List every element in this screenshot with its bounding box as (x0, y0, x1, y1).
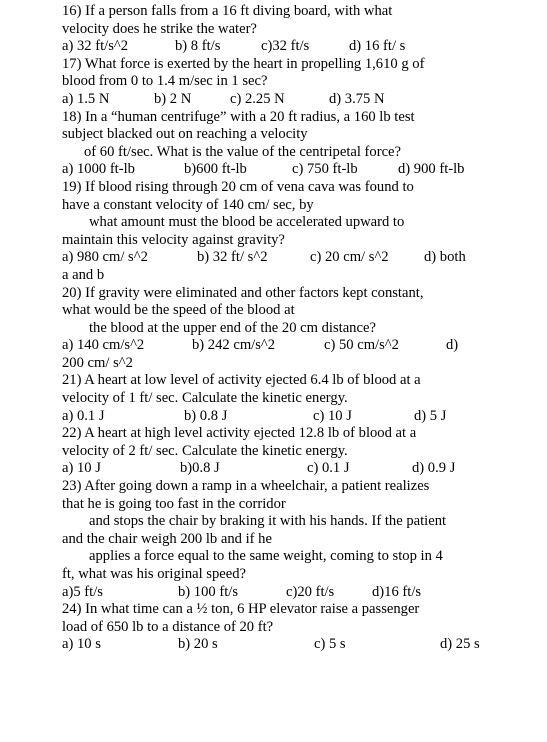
option-c: c) 20 cm/ s^2 (310, 249, 389, 266)
option-a: a) 32 ft/s^2 (62, 38, 129, 55)
question-22-stem-line-2: velocity of 2 ft/ sec. Calculate the kinetic energy. (62, 442, 348, 459)
question-16-stem-line-2: velocity does he strike the water? (62, 20, 257, 37)
option-a: a) 1.5 N (62, 90, 110, 107)
option-b: b)0.8 J (180, 460, 220, 477)
question-23-stem-line-2: that he is going too fast in the corridor (62, 495, 286, 512)
question-17-stem-line-1: 17) What force is exerted by the heart in propelling 1,610 g of (62, 55, 425, 72)
question-19-continuation: a and b (62, 266, 105, 283)
option-c: c) 50 cm/s^2 (324, 337, 399, 354)
option-c: c) 2.25 N (230, 90, 285, 107)
option-d: d) 0.9 J (412, 460, 456, 477)
question-17-options (62, 91, 542, 109)
question-19-stem-line-4: maintain this velocity against gravity? (62, 231, 285, 248)
question-sheet (62, 3, 542, 654)
question-22-options (62, 460, 542, 478)
question-21-options (62, 408, 542, 426)
option-d: d) 25 s (440, 636, 480, 653)
question-20-stem-line-3: the blood at the upper end of the 20 cm distance? (89, 319, 376, 336)
question-19-options (62, 249, 542, 267)
option-a: a) 980 cm/ s^2 (62, 249, 148, 266)
option-b: b) 8 ft/s (175, 38, 221, 55)
question-16-options (62, 38, 542, 56)
option-b: b) 242 cm/s^2 (192, 337, 276, 354)
question-22-stem-line-1: 22) A heart at high level activity ejected 12.8 lb of blood at a (62, 425, 417, 442)
option-a: a)5 ft/s (62, 583, 103, 600)
option-b: b) 100 ft/s (178, 583, 238, 600)
option-b: b) 2 N (154, 90, 192, 107)
question-23-stem-line-1: 23) After going down a ramp in a wheelchair, a patient realizes (62, 478, 430, 495)
option-d: d)16 ft/s (372, 583, 422, 600)
option-a: a) 10 J (62, 460, 101, 477)
option-d: d) 16 ft/ s (349, 38, 406, 55)
question-20-stem-line-2: what would be the speed of the blood at (62, 302, 295, 319)
question-23-stem-line-6: ft, what was his original speed? (62, 566, 246, 582)
question-20-options (62, 337, 542, 355)
option-b: b) 32 ft/ s^2 (197, 249, 268, 266)
question-19-stem-line-2: have a constant velocity of 140 cm/ sec, by (62, 196, 314, 213)
option-c: c) 750 ft-lb (292, 161, 358, 178)
question-19-stem-line-3: what amount must the blood be accelerated upward to (89, 214, 405, 231)
question-17-stem-line-2: blood from 0 to 1.4 m/sec in 1 sec? (62, 73, 268, 90)
option-c: c) 5 s (314, 636, 346, 653)
question-23-options (62, 584, 542, 602)
question-23-stem-line-4: and the chair weigh 200 lb and if he (62, 530, 272, 547)
option-a: a) 10 s (62, 636, 101, 653)
question-24-stem-line-1: 24) In what time can a ½ ton, 6 HP elevator raise a passenger (62, 601, 420, 618)
question-18-stem-line-3: of 60 ft/sec. What is the value of the centripetal force? (84, 143, 402, 160)
option-c: c)32 ft/s (261, 38, 310, 55)
question-18-stem-line-2: subject blacked out on reaching a velocity (62, 126, 308, 143)
option-c: c) 0.1 J (307, 460, 350, 477)
option-b: b) 0.8 J (184, 407, 228, 424)
option-d: d) both (424, 249, 466, 266)
question-21-stem-line-2: velocity of 1 ft/ sec. Calculate the kinetic energy. (62, 390, 348, 407)
option-b: b)600 ft-lb (184, 161, 247, 178)
question-21-stem-line-1: 21) A heart at low level of activity ejected 6.4 lb of blood at a (62, 372, 421, 389)
question-20-stem-line-1: 20) If gravity were eliminated and other factors kept constant, (62, 284, 424, 301)
question-24-stem-line-2: load of 650 lb to a distance of 20 ft? (62, 618, 274, 635)
question-23-stem-line-3: and stops the chair by braking it with his hands. If the patient (89, 513, 447, 530)
option-c: c)20 ft/s (286, 583, 335, 600)
option-d: d) 5 J (414, 407, 447, 424)
option-b: b) 20 s (178, 636, 218, 653)
question-16-stem-line-1: 16) If a person falls from a 16 ft diving board, with what (62, 3, 393, 19)
option-a: a) 1000 ft-lb (62, 161, 135, 178)
question-20-continuation: 200 cm/ s^2 (62, 354, 133, 371)
question-18-options (62, 161, 542, 179)
option-d: d) (446, 337, 459, 354)
question-19-stem-line-1: 19) If blood rising through 20 cm of vena cava was found to (62, 178, 414, 195)
option-a: a) 140 cm/s^2 (62, 337, 145, 354)
option-a: a) 0.1 J (62, 407, 105, 424)
option-d: d) 900 ft-lb (398, 161, 465, 178)
option-c: c) 10 J (313, 407, 352, 424)
option-d: d) 3.75 N (329, 90, 385, 107)
question-18-stem-line-1: 18) In a “human centrifuge” with a 20 ft radius, a 160 lb test (62, 108, 415, 125)
question-24-options (62, 636, 542, 654)
question-23-stem-line-5: applies a force equal to the same weight, coming to stop in 4 (89, 548, 443, 565)
